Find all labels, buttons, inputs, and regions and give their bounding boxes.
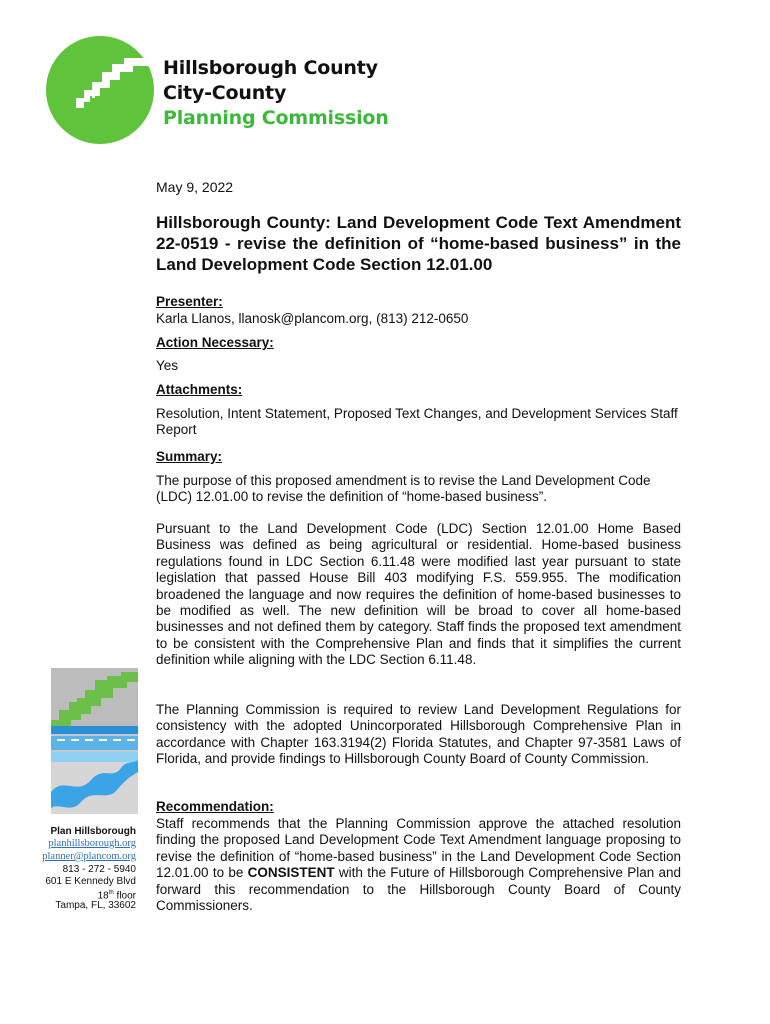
sidebar-org-name: Plan Hillsborough [50,826,136,837]
sidebar-floor-number: 18 [97,890,109,902]
recommendation-text-part2: with the Future of Hillsborough Comprehensive Plan and forward this recommendation to the Hillsborough County Board of County Commissioners. [156,865,682,914]
attachments-text: Resolution, Intent Statement, Proposed Text Changes, and Development Services Staff Report [156,406,678,438]
recommendation-text [156,816,681,914]
sidebar-phone: 813 - 272 - 5940 [62,864,136,875]
sidebar-floor-word: floor [113,890,136,902]
plan-hillsborough-graphic [51,668,138,814]
planning-commission-logo [44,36,156,144]
summary-paragraph-2: Pursuant to the Land Development Code (LDC) Section 12.01.00 Home Based Business was defined as being agricultural or residential. Home-based business regulations found in LDC Section 6.11.48 were modified last year pursuant to state legislation that passed House Bill 403 modifying F.S. 559.955. The modification broadened the language and now requires the definition of home-based businesses to be modified as well. The new definition will be broad to cover all home-based businesses and not defined them by category. Staff finds the proposed text amendment to be consistent with the Comprehensive Plan and finds that it simplifies the current definition while aligning with the LDC Section 6.11.48. [156,521,681,668]
sidebar-floor-suffix: th [108,890,114,896]
presenter-heading: Presenter: [156,294,223,309]
recommendation-text-part1: Staff recommends that the Planning Commission approve the attached resolution finding the proposed Land Development Code Text Amendment language proposing to revise the definition of “home-based business” in the Land Development Code Section 12.01.00 to be [156,816,681,881]
sidebar-address: 601 E Kennedy Blvd [45,876,136,887]
presenter-text: Karla Llanos, llanosk@plancom.org, (813) 212-0650 [156,311,469,326]
summary-paragraph-3: The Planning Commission is required to review Land Development Regulations for consistency with the adopted Unincorporated Hillsborough Comprehensive Plan in accordance with Chapter 163.3194(2) Florida Statutes, and Chapter 97-3581 Laws of Florida, and provide findings to Hillsborough County Board of County Commission. [156,702,681,767]
recommendation-heading: Recommendation: [156,799,274,814]
org-name-line3: Planning Commission [163,107,389,129]
action-heading: Action Necessary: [156,335,274,350]
summary-paragraph-1: The purpose of this proposed amendment is to revise the Land Development Code (LDC) 12.01.00 to revise the definition of “home-based business”. [156,473,651,505]
sidebar-email-link[interactable]: planner@plancom.org [42,851,136,862]
sidebar-city: Tampa, FL, 33602 [55,900,136,911]
document-title: Hillsborough County: Land Development Code Text Amendment 22-0519 - revise the definition of “home-based business” in the Land Development Code Section 12.01.00 [156,213,681,274]
org-name-line2: City-County [163,82,287,104]
action-text: Yes [156,358,179,373]
recommendation-consistent: CONSISTENT [247,865,335,881]
sidebar-website-link[interactable]: planhillsborough.org [48,838,136,849]
attachments-heading: Attachments: [156,382,243,397]
org-name-line1: Hillsborough County [163,57,378,79]
summary-heading: Summary: [156,449,223,464]
document-date: May 9, 2022 [156,179,234,195]
